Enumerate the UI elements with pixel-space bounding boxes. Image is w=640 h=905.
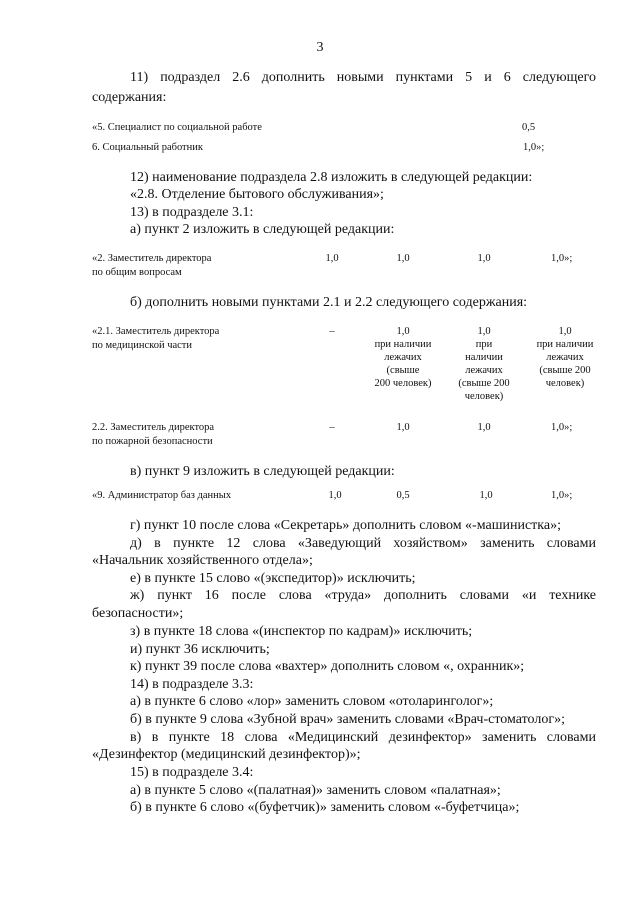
paragraph-13d-line1: д) в пункте 12 слова «Заведующий хозяйством» заменить словами: [130, 536, 596, 551]
table-row-2-1-col1: –: [329, 326, 335, 337]
paragraph-14: 14) в подразделе 3.3:: [130, 677, 254, 692]
table-row-2-1-col2: 1,0 при наличии лежачих (свыше 200 человек): [374, 326, 432, 389]
paragraph-13: 13) в подразделе 3.1:: [130, 205, 254, 220]
paragraph-13e: е) в пункте 15 слово «(экспедитор)» исключить;: [130, 571, 416, 586]
table-row-2-2-col2: 1,0: [396, 422, 410, 433]
table-row-2-2-col4: 1,0»;: [551, 422, 573, 433]
table-row-2-col2: 1,0: [396, 253, 410, 264]
paragraph-14v-line2: «Дезинфектор (медицинский дезинфектор)»;: [92, 747, 361, 762]
paragraph-13zh-line1: ж) пункт 16 после слова «труда» дополнить словами «и технике: [130, 588, 596, 603]
table-row-2-2-col1: –: [329, 422, 335, 433]
paragraph-11-line2: содержания:: [92, 90, 167, 105]
table-row-9-col4: 1,0»;: [551, 490, 573, 501]
table-row-6-name: 6. Социальный работник: [92, 142, 203, 153]
paragraph-13b: б) дополнить новыми пунктами 2.1 и 2.2 следующего содержания:: [130, 295, 528, 310]
paragraph-13z: з) в пункте 18 слова «(инспектор по кадрам)» исключить;: [130, 624, 473, 639]
table-row-2-1-col4: 1,0 при наличии лежачих (свыше 200 человек): [536, 326, 594, 389]
table-row-2-name-line2: по общим вопросам: [92, 267, 182, 278]
table-row-5-value: 0,5: [522, 122, 536, 133]
paragraph-13v: в) пункт 9 изложить в следующей редакции:: [130, 464, 395, 479]
table-row-2-2-col3: 1,0: [477, 422, 491, 433]
paragraph-12-line2: «2.8. Отделение бытового обслуживания»;: [130, 187, 384, 202]
table-row-9-col1: 1,0: [328, 490, 342, 501]
table-row-2-1-name-line1: «2.1. Заместитель директора: [92, 326, 220, 337]
table-row-9-col2: 0,5: [396, 490, 410, 501]
table-row-2-col3: 1,0: [477, 253, 491, 264]
paragraph-13k: к) пункт 39 после слова «вахтер» дополнить словом «, охранник»;: [130, 659, 525, 674]
table-row-9-col3: 1,0: [479, 490, 493, 501]
table-row-5-name: «5. Специалист по социальной работе: [92, 122, 262, 133]
table-row-2-2-name-line2: по пожарной безопасности: [92, 436, 213, 447]
paragraph-11-line1: 11) подраздел 2.6 дополнить новыми пунктами 5 и 6 следующего: [130, 70, 596, 85]
paragraph-13d-line2: «Начальник хозяйственного отдела»;: [92, 553, 313, 568]
table-row-2-col4: 1,0»;: [551, 253, 573, 264]
paragraph-12-line1: 12) наименование подраздела 2.8 изложить в следующей редакции:: [130, 170, 533, 185]
table-row-9-name: «9. Администратор баз данных: [92, 490, 232, 501]
paragraph-13zh-line2: безопасности»;: [92, 606, 184, 621]
table-row-2-1-name-line2: по медицинской части: [92, 340, 193, 351]
paragraph-14v-line1: в) в пункте 18 слова «Медицинский дезинфектор» заменить словами: [130, 730, 596, 745]
paragraph-14a: а) в пункте 6 слово «лор» заменить словом «отоларинголог»;: [130, 694, 494, 709]
paragraph-13g: г) пункт 10 после слова «Секретарь» дополнить словом «-машинистка»;: [130, 518, 561, 533]
page-number: 3: [316, 40, 324, 55]
paragraph-15b: б) в пункте 6 слово «(буфетчик)» заменить словом «-буфетчица»;: [130, 800, 520, 815]
table-row-2-col1: 1,0: [325, 253, 339, 264]
table-row-2-name-line1: «2. Заместитель директора: [92, 253, 212, 264]
paragraph-13i: и) пункт 36 исключить;: [130, 642, 270, 657]
paragraph-15: 15) в подразделе 3.4:: [130, 765, 254, 780]
table-row-6-value: 1,0»;: [523, 142, 545, 153]
table-row-2-2-name-line1: 2.2. Заместитель директора: [92, 422, 215, 433]
paragraph-14b: б) в пункте 9 слова «Зубной врач» заменить словами «Врач-стоматолог»;: [130, 712, 565, 727]
table-row-2-1-col3: 1,0 при наличии лежачих (свыше 200 человек): [458, 326, 510, 402]
paragraph-15a: а) в пункте 5 слово «(палатная)» заменить словом «палатная»;: [130, 783, 501, 798]
paragraph-13a: а) пункт 2 изложить в следующей редакции:: [130, 222, 395, 237]
